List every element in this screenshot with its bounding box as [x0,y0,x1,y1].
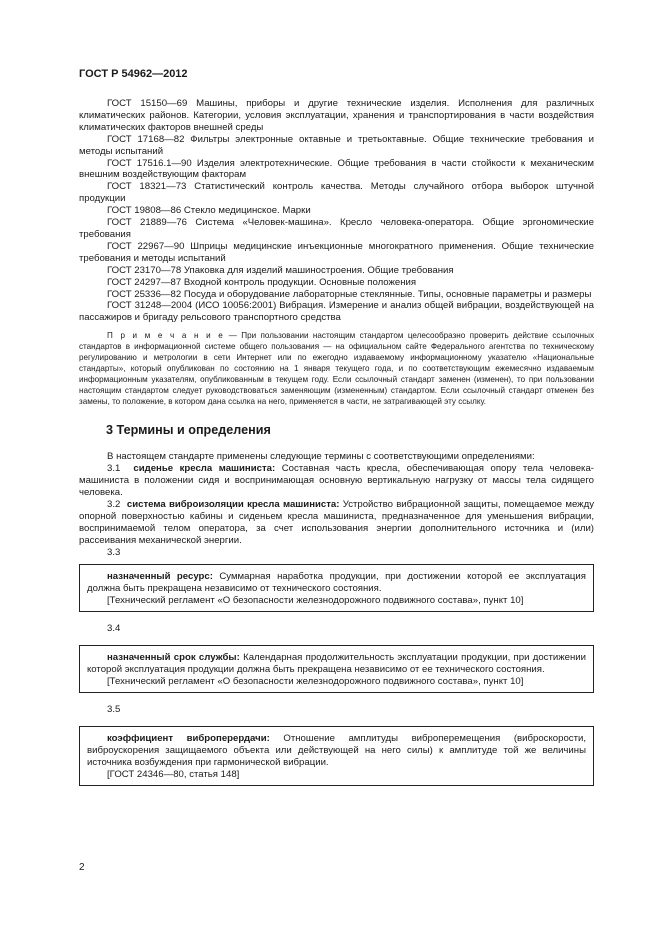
term-number: 3.4 [107,623,121,635]
reference-item: ГОСТ 15150—69 Машины, приборы и другие технические изделия. Исполнения для различных климатических районов. Категории, условия эксплуатации, хранения и транспортирования в части воздействия климатических факторов внешней среды [79,98,594,133]
term-name: система виброизоляции кресла машиниста: [126,498,340,510]
reference-item: ГОСТ 21889—76 Система «Человек-машина». Кресло человека-оператора. Общие эргономические требования [79,217,594,240]
reference-item: ГОСТ 19808—86 Стекло медицинское. Марки [107,205,311,217]
note-text: — При пользовании настоящим стандартом целесообразно проверить действие ссылочных стандартов в информационной системе общего пользования — на официальном сайте Федерального агентства по техническому регулированию и метрологии в сети Интернет или по ежегодно издаваемому информационному указателю «Национальные стандарты», который опубликован по состоянию на 1 января текущего года, и по соответствующим ежемесячно издаваемым информационным указателям, опубликованным в текущем году. Если ссылочный стандарт заменен (изменен), то при пользовании настоящим стандартом следует руководствоваться заменяющим (измененным) стандартом. Если ссылочный стандарт отменен без замены, то положение, в котором дана ссылка на него, применяется в части, не затрагивающей эту ссылку. [79,331,594,407]
term-number: 3.2 [107,498,121,510]
term-name: назначенный ресурс: [107,571,213,583]
reference-item: ГОСТ 25336—82 Посуда и оборудование лабораторные стеклянные. Типы, основные параметры и размеры [107,288,592,300]
term-definition: Составная часть кресла, обеспечивающая опору тела человека-машиниста в положении сидя и воспринимающая основную вертикальную нагрузку от массы тела сидящего человека. [79,463,594,498]
term-number: 3.1 [107,463,121,475]
note-paragraph [79,330,594,407]
term-definition: Календарная продолжительность эксплуатации продукции, при достижении которой эксплуатация продукции должна быть прекращена независимо от ее технического состояния. [87,652,586,676]
term-definition: Суммарная наработка продукции, при достижении которой ее эксплуатация должна быть прекращена независимо от технического состояния. [87,571,586,595]
term-definition: Устройство вибрационной защиты, помещаемое между опорной поверхностью кабины и сиденьем кресла машиниста, предназначенное для уменьшения вибрации, воспринимаемой телом оператора, за счет использования энергии дополнительного источника и (или) рассеивания механической энергии. [79,498,594,546]
term-source: [ГОСТ 24346—80, статья 148] [107,768,240,780]
term-box-3-5 [79,726,594,786]
page-number: 2 [79,862,85,873]
term-number: 3.3 [107,547,121,559]
term-name: сиденье кресла машиниста: [133,463,276,475]
reference-item: ГОСТ 23170—78 Упаковка для изделий машиностроения. Общие требования [107,264,454,276]
reference-item: ГОСТ 24297—87 Входной контроль продукции. Основные положения [107,276,417,288]
section-title: 3 Термины и определения [106,423,271,438]
term-number: 3.5 [107,703,121,715]
document-header: ГОСТ Р 54962—2012 [79,68,188,80]
reference-item: ГОСТ 18321—73 Статистический контроль качества. Методы случайного отбора выборок штучной продукции [79,181,594,205]
section-intro: В настоящем стандарте применены следующие термины с соответствующими определениями: [107,451,535,463]
term-source: [Технический регламент «О безопасности железнодорожного подвижного состава», пункт 10] [107,676,524,687]
term-name: коэффициент виброперердачи: [107,732,270,744]
term-definition: Отношение амплитуды виброперемещения (виброскорости, виброускорения защищаемого объекта или действующей на него силы) к амплитуде той же величины источника возбуждения при гармонической вибрации. [87,732,587,768]
reference-item: ГОСТ 31248—2004 (ИСО 10056:2001) Вибрация. Измерение и анализ общей вибрации, воздействующей на пассажиров и бригаду рельсового транспортного средства [79,300,594,324]
term-3-1 [79,463,594,499]
reference-item: ГОСТ 22967—90 Шприцы медицинские инъекционные многократного применения. Общие технические требования и методы испытаний [79,240,594,264]
reference-item: ГОСТ 17168—82 Фильтры электронные октавные и третьоктавные. Общие технические требования и методы испытаний [79,133,594,157]
reference-item: ГОСТ 17516.1—90 Изделия электротехнические. Общие требования в части стойкости к механическим внешним воздействующим факторам [79,157,594,181]
term-source: [Технический регламент «О безопасности железнодорожного подвижного состава», пункт 10] [107,595,524,607]
term-box-3-4 [79,645,594,693]
term-3-2 [79,499,594,547]
term-box-3-3 [79,564,594,612]
term-name: назначенный срок службы: [107,652,240,664]
note-label: П р и м е ч а н и е [107,331,225,341]
page-content [79,98,594,786]
